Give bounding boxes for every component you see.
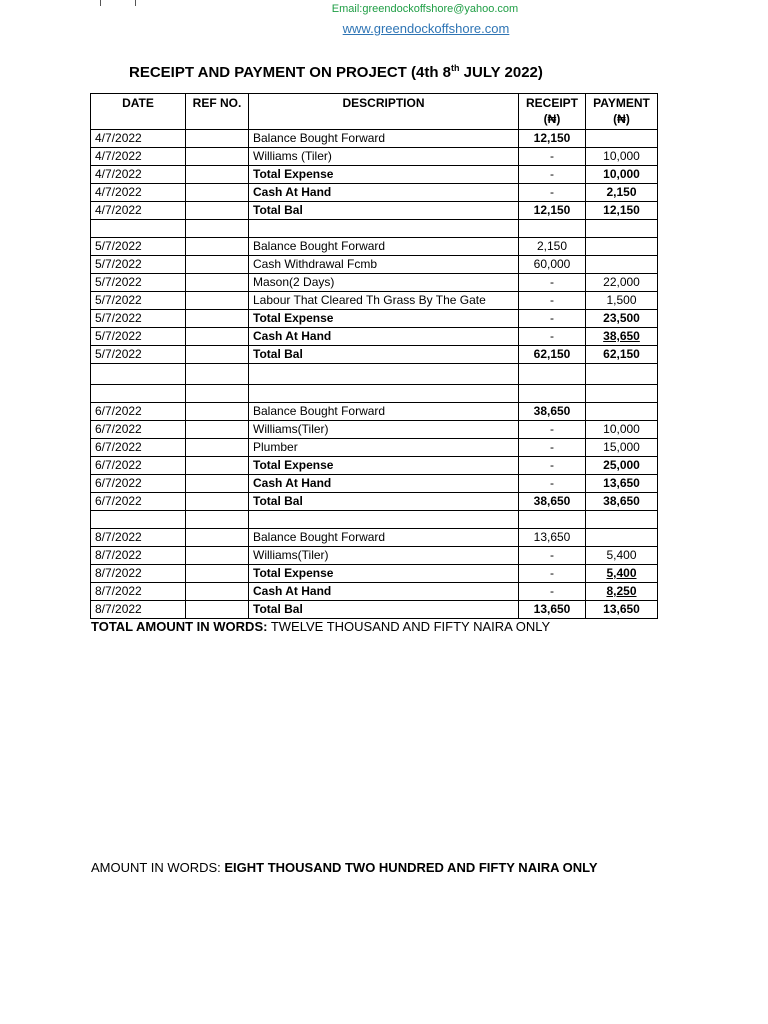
table-row xyxy=(91,547,658,565)
cell-ref-no xyxy=(186,457,249,475)
cell-ref-no xyxy=(186,310,249,328)
cell-payment: 5,400 xyxy=(586,547,658,565)
cell-description: Balance Bought Forward xyxy=(249,403,519,421)
cell-receipt: - xyxy=(519,421,586,439)
cell-ref-no xyxy=(186,439,249,457)
cell-receipt: - xyxy=(519,310,586,328)
cell-ref-no xyxy=(186,346,249,364)
cell-receipt: - xyxy=(519,565,586,583)
cell-date: 6/7/2022 xyxy=(91,457,186,475)
title-end: JULY 2022) xyxy=(459,64,543,81)
cell-payment: 25,000 xyxy=(586,457,658,475)
cell-payment: 62,150 xyxy=(586,346,658,364)
cell-ref-no xyxy=(186,583,249,601)
cell-description: Williams (Tiler) xyxy=(249,148,519,166)
cell-date: 4/7/2022 xyxy=(91,130,186,148)
title-superscript: th xyxy=(451,63,460,73)
table-row xyxy=(91,292,658,310)
cell-payment: 10,000 xyxy=(586,166,658,184)
cell-date: 8/7/2022 xyxy=(91,547,186,565)
cell-description: Total Expense xyxy=(249,310,519,328)
cell-ref-no xyxy=(186,601,249,619)
cell-ref-no xyxy=(186,148,249,166)
cell-date: 5/7/2022 xyxy=(91,256,186,274)
cell-payment: 38,650 xyxy=(586,493,658,511)
cell-description: Total Bal xyxy=(249,493,519,511)
cell-date: 6/7/2022 xyxy=(91,403,186,421)
cell-payment: 2,150 xyxy=(586,184,658,202)
cell-description: Total Bal xyxy=(249,202,519,220)
cell-ref-no xyxy=(186,220,249,238)
cell-description xyxy=(249,385,519,403)
cell-ref-no xyxy=(186,421,249,439)
amount-in-words xyxy=(91,860,598,875)
cell-ref-no xyxy=(186,364,249,385)
cell-ref-no xyxy=(186,475,249,493)
cell-payment: 15,000 xyxy=(586,439,658,457)
cell-date: 6/7/2022 xyxy=(91,493,186,511)
table-header-row xyxy=(91,94,658,130)
cell-description: Total Bal xyxy=(249,601,519,619)
table-row xyxy=(91,328,658,346)
cell-payment xyxy=(586,130,658,148)
table-row xyxy=(91,493,658,511)
cell-description: Total Expense xyxy=(249,565,519,583)
cell-payment xyxy=(586,220,658,238)
table-row xyxy=(91,166,658,184)
receipt-payment-table xyxy=(90,93,658,619)
cell-date xyxy=(91,364,186,385)
cell-date: 5/7/2022 xyxy=(91,274,186,292)
cell-description: Total Expense xyxy=(249,166,519,184)
cell-description: Cash At Hand xyxy=(249,328,519,346)
cell-ref-no xyxy=(186,403,249,421)
cell-description: Williams(Tiler) xyxy=(249,421,519,439)
cell-receipt: - xyxy=(519,583,586,601)
cell-description: Plumber xyxy=(249,439,519,457)
cell-payment xyxy=(586,529,658,547)
cell-description: Balance Bought Forward xyxy=(249,238,519,256)
cell-ref-no xyxy=(186,256,249,274)
cell-payment: 22,000 xyxy=(586,274,658,292)
cell-receipt: - xyxy=(519,166,586,184)
table-row xyxy=(91,130,658,148)
cell-receipt: 13,650 xyxy=(519,529,586,547)
table-row xyxy=(91,256,658,274)
cell-payment: 8,250 xyxy=(586,583,658,601)
table-row xyxy=(91,310,658,328)
header-receipt xyxy=(519,94,586,130)
cell-description: Cash At Hand xyxy=(249,184,519,202)
cell-date: 6/7/2022 xyxy=(91,439,186,457)
cell-receipt xyxy=(519,511,586,529)
total-amount-in-words xyxy=(91,619,550,634)
cell-receipt: 13,650 xyxy=(519,601,586,619)
cell-description: Total Bal xyxy=(249,346,519,364)
cell-ref-no xyxy=(186,166,249,184)
header-ref-no: REF NO. xyxy=(186,94,249,130)
cell-receipt: 12,150 xyxy=(519,130,586,148)
cell-receipt: - xyxy=(519,547,586,565)
cell-receipt: - xyxy=(519,457,586,475)
cell-receipt: 2,150 xyxy=(519,238,586,256)
cell-receipt: 60,000 xyxy=(519,256,586,274)
cell-description xyxy=(249,511,519,529)
cell-receipt xyxy=(519,364,586,385)
cell-receipt: 62,150 xyxy=(519,346,586,364)
cell-payment xyxy=(586,238,658,256)
table-spacer-row xyxy=(91,220,658,238)
cell-payment: 38,650 xyxy=(586,328,658,346)
cell-receipt xyxy=(519,385,586,403)
table-row xyxy=(91,565,658,583)
cell-ref-no xyxy=(186,274,249,292)
cell-date: 4/7/2022 xyxy=(91,202,186,220)
amount-words-label: AMOUNT IN WORDS: xyxy=(91,860,225,875)
cell-ref-no xyxy=(186,184,249,202)
cell-payment: 13,650 xyxy=(586,601,658,619)
title-main: RECEIPT AND PAYMENT ON PROJECT (4th 8 xyxy=(129,64,451,81)
company-email: Email:greendockoffshore@yahoo.com xyxy=(331,3,519,15)
cell-ref-no xyxy=(186,511,249,529)
cell-description: Cash Withdrawal Fcmb xyxy=(249,256,519,274)
cell-ref-no xyxy=(186,202,249,220)
cell-description: Mason(2 Days) xyxy=(249,274,519,292)
cell-date: 5/7/2022 xyxy=(91,346,186,364)
table-row xyxy=(91,475,658,493)
table-row xyxy=(91,202,658,220)
cell-payment: 13,650 xyxy=(586,475,658,493)
cell-payment: 10,000 xyxy=(586,421,658,439)
cell-date: 8/7/2022 xyxy=(91,601,186,619)
total-words-value: TWELVE THOUSAND AND FIFTY NAIRA ONLY xyxy=(267,619,551,634)
cell-receipt: - xyxy=(519,475,586,493)
cell-payment xyxy=(586,256,658,274)
header-description: DESCRIPTION xyxy=(249,94,519,130)
table-body xyxy=(91,130,658,619)
cell-ref-no xyxy=(186,529,249,547)
cell-date: 5/7/2022 xyxy=(91,328,186,346)
cell-receipt: - xyxy=(519,292,586,310)
cell-description: Cash At Hand xyxy=(249,475,519,493)
cell-receipt xyxy=(519,220,586,238)
cell-description: Balance Bought Forward xyxy=(249,529,519,547)
header-payment-line1: PAYMENT xyxy=(593,96,650,110)
cell-ref-no xyxy=(186,130,249,148)
header-receipt-line2: (₦) xyxy=(543,112,561,126)
cell-ref-no xyxy=(186,385,249,403)
cell-date xyxy=(91,220,186,238)
cell-receipt: - xyxy=(519,274,586,292)
cell-date xyxy=(91,511,186,529)
cell-receipt: - xyxy=(519,148,586,166)
cell-date: 5/7/2022 xyxy=(91,310,186,328)
table-row xyxy=(91,601,658,619)
table-row xyxy=(91,583,658,601)
cell-date: 6/7/2022 xyxy=(91,421,186,439)
cell-ref-no xyxy=(186,565,249,583)
cell-date: 5/7/2022 xyxy=(91,238,186,256)
total-words-label: TOTAL AMOUNT IN WORDS: xyxy=(91,619,268,634)
cell-payment: 10,000 xyxy=(586,148,658,166)
cell-date: 8/7/2022 xyxy=(91,529,186,547)
cell-description xyxy=(249,364,519,385)
cell-description: Total Expense xyxy=(249,457,519,475)
header-payment xyxy=(586,94,658,130)
cell-ref-no xyxy=(186,238,249,256)
header-receipt-line1: RECEIPT xyxy=(525,96,578,110)
header-payment-line2: (₦) xyxy=(613,112,630,126)
cell-date: 4/7/2022 xyxy=(91,148,186,166)
cell-payment xyxy=(586,403,658,421)
cell-receipt: 38,650 xyxy=(519,493,586,511)
cell-ref-no xyxy=(186,328,249,346)
table-spacer-row xyxy=(91,511,658,529)
table-row xyxy=(91,238,658,256)
cell-description: Cash At Hand xyxy=(249,583,519,601)
cell-receipt: 38,650 xyxy=(519,403,586,421)
cell-payment: 12,150 xyxy=(586,202,658,220)
cell-date: 6/7/2022 xyxy=(91,475,186,493)
cell-receipt: - xyxy=(519,439,586,457)
cell-date: 5/7/2022 xyxy=(91,292,186,310)
cell-description xyxy=(249,220,519,238)
table-spacer-row xyxy=(91,364,658,385)
cell-date: 8/7/2022 xyxy=(91,583,186,601)
cell-payment: 5,400 xyxy=(586,565,658,583)
table-row xyxy=(91,148,658,166)
cell-payment xyxy=(586,511,658,529)
table-row xyxy=(91,439,658,457)
table-row xyxy=(91,184,658,202)
page-title xyxy=(129,63,543,81)
cell-payment xyxy=(586,385,658,403)
cell-date: 4/7/2022 xyxy=(91,166,186,184)
cell-description: Labour That Cleared Th Grass By The Gate xyxy=(249,292,519,310)
company-website-link[interactable]: www.greendockoffshore.com xyxy=(342,21,510,36)
table-row xyxy=(91,457,658,475)
table-row xyxy=(91,529,658,547)
cell-payment: 1,500 xyxy=(586,292,658,310)
cell-ref-no xyxy=(186,547,249,565)
cell-ref-no xyxy=(186,292,249,310)
table-row xyxy=(91,403,658,421)
cell-date xyxy=(91,385,186,403)
cell-description: Williams(Tiler) xyxy=(249,547,519,565)
table-row xyxy=(91,421,658,439)
cell-receipt: 12,150 xyxy=(519,202,586,220)
amount-words-value: EIGHT THOUSAND TWO HUNDRED AND FIFTY NAIRA ONLY xyxy=(224,860,598,875)
cell-payment xyxy=(586,364,658,385)
header-date: DATE xyxy=(91,94,186,130)
table-row xyxy=(91,274,658,292)
cell-date: 4/7/2022 xyxy=(91,184,186,202)
cell-receipt: - xyxy=(519,184,586,202)
cell-receipt: - xyxy=(519,328,586,346)
table-row xyxy=(91,346,658,364)
cell-date: 8/7/2022 xyxy=(91,565,186,583)
table-spacer-row xyxy=(91,385,658,403)
cell-ref-no xyxy=(186,493,249,511)
cell-payment: 23,500 xyxy=(586,310,658,328)
cell-description: Balance Bought Forward xyxy=(249,130,519,148)
